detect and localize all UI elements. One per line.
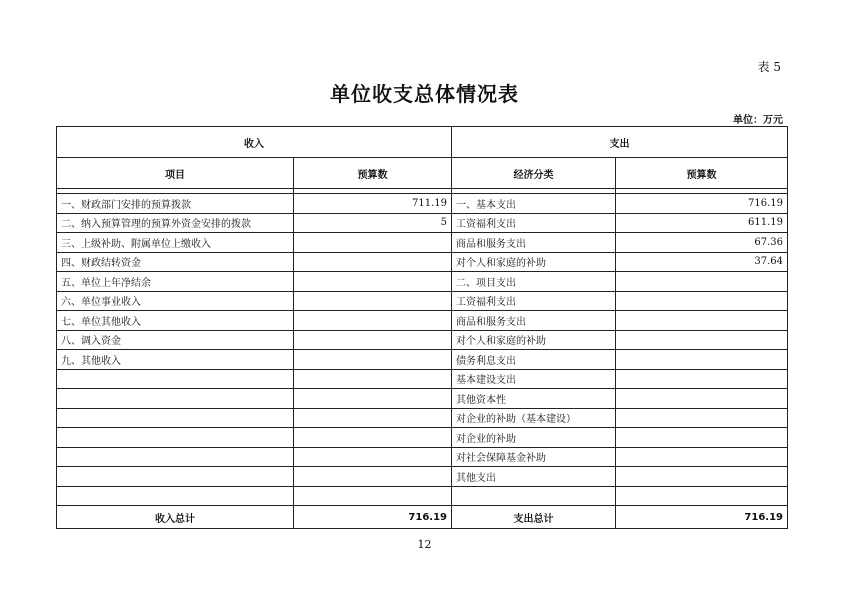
table-row [57,194,788,214]
expense-category-cell: 其他支出 [452,467,616,487]
income-item-cell: 三、上级补助、附属单位上缴收入 [57,233,294,253]
income-amount-cell [294,486,452,506]
table-body [57,194,788,506]
expense-category-cell: 二、项目支出 [452,272,616,292]
expense-budget-cell [616,291,788,311]
expense-category-cell: 对社会保障基金补助 [452,447,616,467]
expense-category-cell: 工资福利支出 [452,291,616,311]
table-row [57,389,788,409]
expense-total-value: 716.19 [616,506,788,529]
page-number: 12 [417,538,432,551]
income-amount-cell [294,467,452,487]
group-header-row [57,127,788,158]
table-row [57,447,788,467]
income-item-cell [57,389,294,409]
income-amount-cell [294,311,452,331]
expense-category-cell: 一、基本支出 [452,194,616,214]
table-row [57,233,788,253]
table-row [57,252,788,272]
expense-category-cell [452,486,616,506]
expense-budget-cell [616,467,788,487]
expense-budget-cell [616,447,788,467]
income-item-cell: 五、单位上年净结余 [57,272,294,292]
expense-category-cell: 对个人和家庭的补助 [452,330,616,350]
category-column-header: 经济分类 [452,158,616,189]
budget-summary-table [56,126,788,529]
expense-budget-cell [616,330,788,350]
income-amount-cell: 5 [294,213,452,233]
expense-budget-cell [616,428,788,448]
expense-category-cell: 基本建设支出 [452,369,616,389]
expense-total-label: 支出总计 [452,506,616,529]
table-row [57,311,788,331]
table-row [57,467,788,487]
expense-category-cell: 其他资本性 [452,389,616,409]
income-item-cell: 八、调入资金 [57,330,294,350]
page-title: 单位收支总体情况表 [330,82,519,106]
income-item-cell [57,467,294,487]
income-item-cell: 四、财政结转资金 [57,252,294,272]
table-row [57,486,788,506]
income-amount-cell [294,428,452,448]
expense-category-cell: 债务利息支出 [452,350,616,370]
expense-budget-cell [616,408,788,428]
income-amount-cell [294,369,452,389]
income-item-cell [57,369,294,389]
table-number: 表 5 [757,60,781,74]
expense-budget-cell: 611.19 [616,213,788,233]
expense-category-cell: 对个人和家庭的补助 [452,252,616,272]
income-total-value: 716.19 [294,506,452,529]
unit-label: 单位：万元 [733,115,783,126]
income-amount-cell [294,291,452,311]
expense-category-cell: 商品和服务支出 [452,311,616,331]
income-budget-column-header: 预算数 [294,158,452,189]
expense-budget-cell [616,272,788,292]
income-item-cell: 九、其他收入 [57,350,294,370]
income-item-cell [57,447,294,467]
table-row [57,369,788,389]
table-row [57,408,788,428]
income-amount-cell [294,447,452,467]
income-item-cell [57,408,294,428]
table-row [57,428,788,448]
expense-budget-cell [616,389,788,409]
income-amount-cell [294,252,452,272]
expense-category-cell: 对企业的补助 [452,428,616,448]
income-amount-cell [294,350,452,370]
expense-group-header: 支出 [452,127,788,158]
expense-category-cell: 对企业的补助（基本建设） [452,408,616,428]
expense-category-cell: 商品和服务支出 [452,233,616,253]
income-item-cell: 一、财政部门安排的预算拨款 [57,194,294,214]
table-row [57,272,788,292]
income-amount-cell [294,233,452,253]
income-item-cell: 七、单位其他收入 [57,311,294,331]
expense-budget-column-header: 预算数 [616,158,788,189]
total-row [57,506,788,529]
income-amount-cell: 711.19 [294,194,452,214]
income-item-cell [57,428,294,448]
income-amount-cell [294,272,452,292]
table-row [57,330,788,350]
item-column-header: 项目 [57,158,294,189]
column-header-row [57,158,788,189]
expense-budget-cell [616,311,788,331]
expense-budget-cell [616,350,788,370]
income-item-cell: 六、单位事业收入 [57,291,294,311]
expense-budget-cell: 67.36 [616,233,788,253]
income-item-cell [57,486,294,506]
expense-category-cell: 工资福利支出 [452,213,616,233]
expense-budget-cell [616,486,788,506]
income-item-cell: 二、纳入预算管理的预算外资金安排的拨款 [57,213,294,233]
income-amount-cell [294,389,452,409]
income-total-label: 收入总计 [57,506,294,529]
expense-budget-cell [616,369,788,389]
table-row [57,350,788,370]
expense-budget-cell: 716.19 [616,194,788,214]
table-row [57,291,788,311]
income-amount-cell [294,330,452,350]
income-amount-cell [294,408,452,428]
income-group-header: 收入 [57,127,452,158]
table-row [57,213,788,233]
expense-budget-cell: 37.64 [616,252,788,272]
